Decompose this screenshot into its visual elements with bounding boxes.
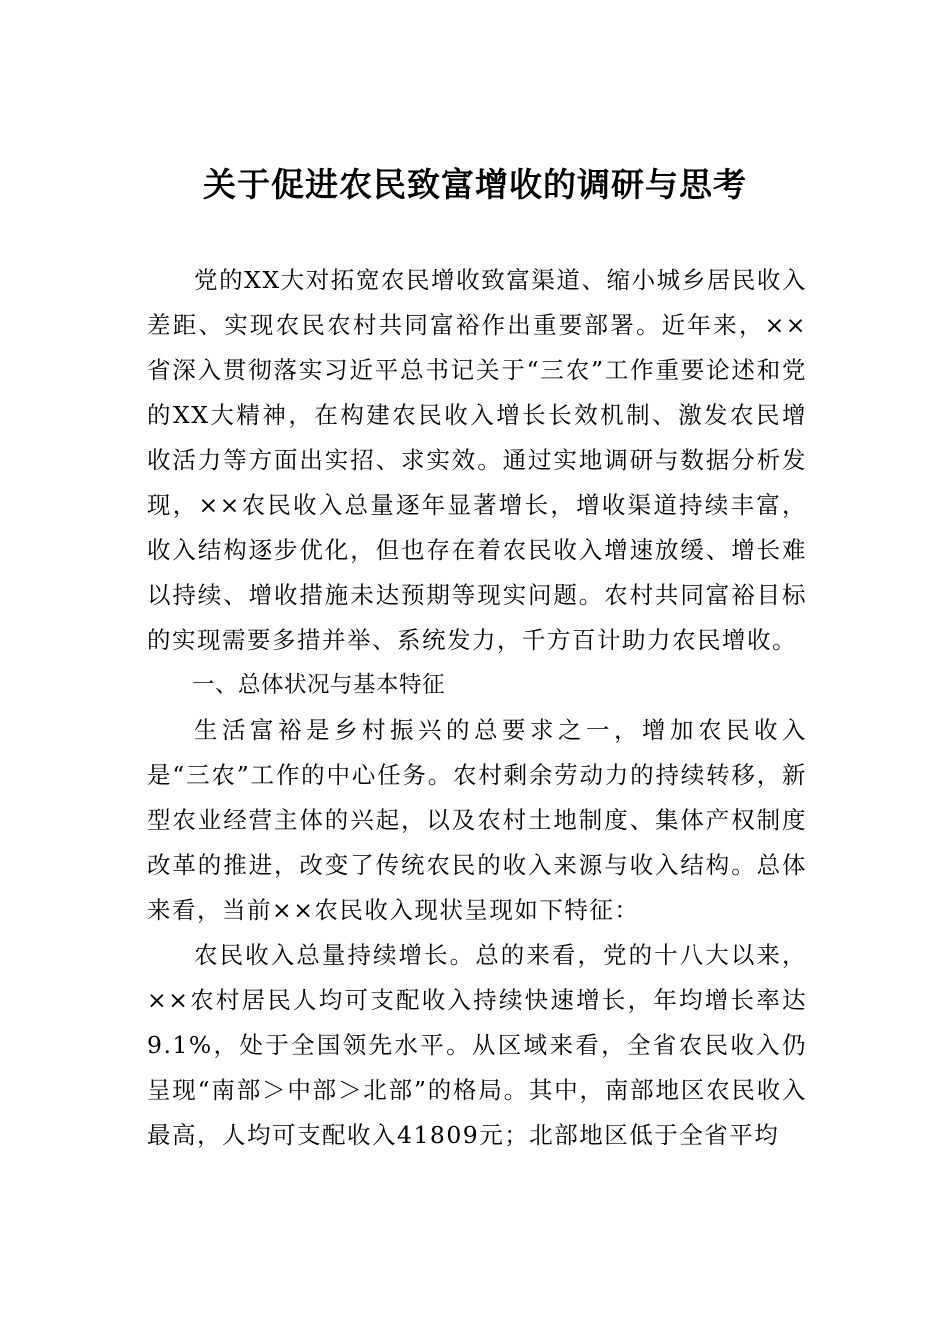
document-title: 关于促进农民致富增收的调研与思考 bbox=[203, 165, 747, 204]
document-body bbox=[147, 258, 807, 1158]
section1-paragraph-2: 农民收入总量持续增长。总的来看，党的十八大以来，××农村居民人均可支配收入持续快速增长，年均增长率达9.1%，处于全国领先水平。从区域来看，全省农民收入仍呈现“南部＞中部＞北部”的格局。其中，南部地区农民收入最高，人均可支配收入41809元；北部地区低于全省平均 bbox=[147, 941, 807, 1149]
intro-paragraph: 党的XX大对拓宽农民增收致富渠道、缩小城乡居民收入差距、实现农民农村共同富裕作出重要部署。近年来，××省深入贯彻落实习近平总书记关于“三农”工作重要论述和党的XX大精神，在构建农民收入增长长效机制、激发农民增收活力等方面出实招、求实效。通过实地调研与数据分析发现，××农民收入总量逐年显著增长，增收渠道持续丰富，收入结构逐步优化，但也存在着农民收入增速放缓、增长难以持续、增收措施未达预期等现实问题。农村共同富裕目标的实现需要多措并举、系统发力，千方百计助力农民增收。 bbox=[147, 266, 807, 654]
section-heading-1: 一、总体状况与基本特征 bbox=[192, 672, 446, 698]
section1-paragraph-1: 生活富裕是乡村振兴的总要求之一，增加农民收入是“三农”工作的中心任务。农村剩余劳动力的持续转移，新型农业经营主体的兴起，以及农村土地制度、集体产权制度改革的推进，改变了传统农民的收入来源与收入结构。总体来看，当前××农民收入现状呈现如下特征： bbox=[147, 716, 807, 924]
